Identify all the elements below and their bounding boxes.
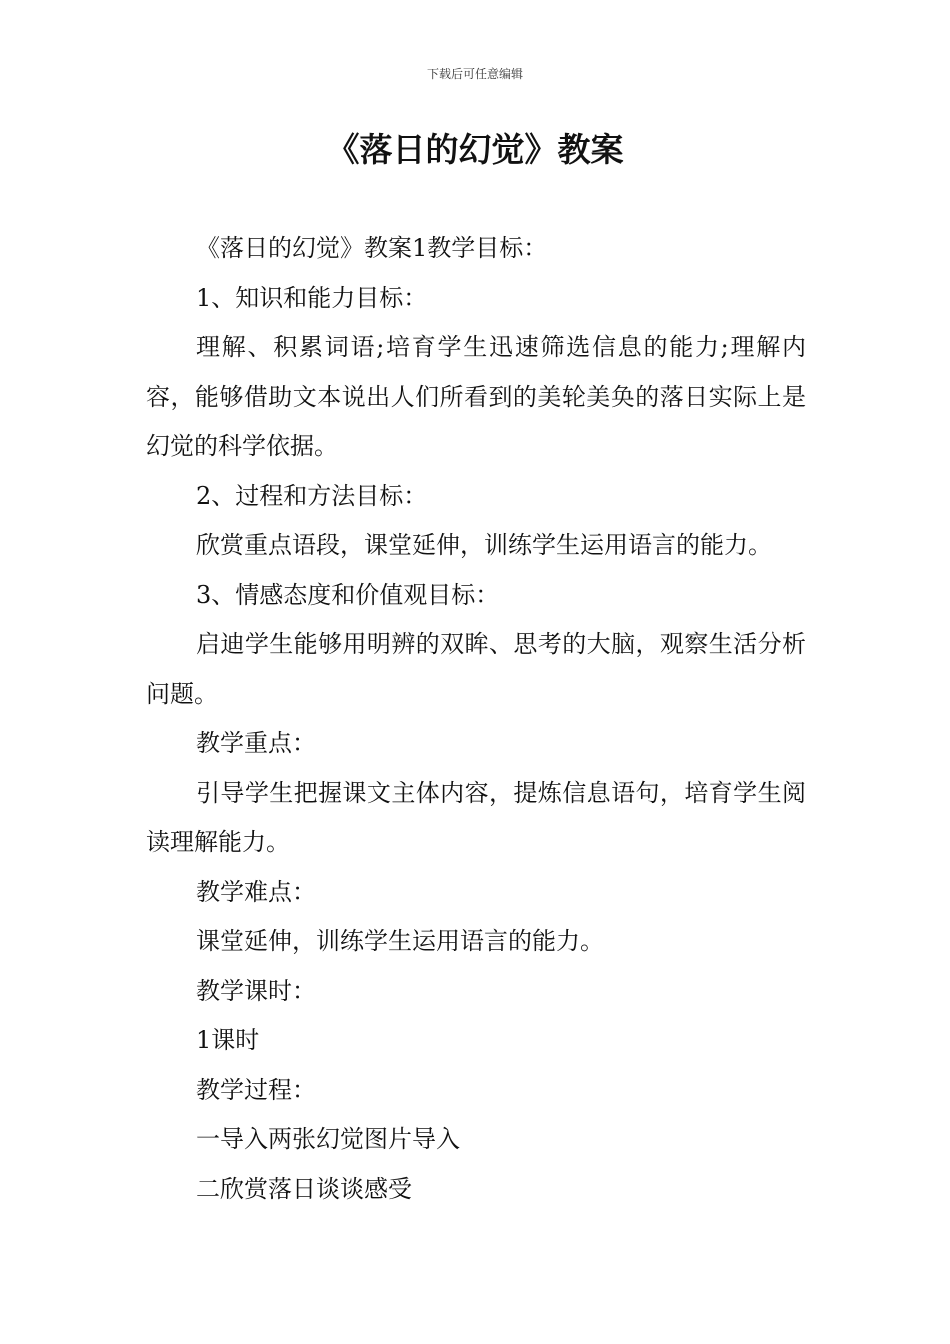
paragraph-goal-3-heading: 3、情感态度和价值观目标： [196, 580, 500, 609]
paragraph-key-point-heading: 教学重点： [196, 729, 316, 757]
paragraph-difficulty-text: 课堂延伸，训练学生运用语言的能力。 [196, 927, 604, 955]
paragraph-process-step-1: 一导入两张幻觉图片导入 [196, 1125, 460, 1153]
paragraph-goal-1-text: 理解、积累词语;培育学生迅速筛选信息的能力;理解内容，能够借助文本说出人们所看到的美轮美奂的落日实际上是幻觉的科学依据。 [146, 333, 806, 460]
paragraph-goal-1-heading: 1、知识和能力目标： [196, 283, 428, 312]
paragraph-process-heading: 教学过程： [196, 1075, 316, 1104]
paragraph-goal-2-text: 欣赏重点语段，课堂延伸，训练学生运用语言的能力。 [196, 531, 772, 559]
paragraph-hours-heading: 教学课时： [196, 976, 316, 1005]
document-title: 《落日的幻觉》教案 [326, 130, 624, 169]
paragraph-intro: 《落日的幻觉》教案1教学目标： [196, 234, 548, 262]
paragraph-goal-3-text: 启迪学生能够用明辨的双眸、思考的大脑，观察生活分析问题。 [146, 630, 806, 708]
page-header-note: 下载后可任意编辑 [426, 67, 523, 81]
paragraph-process-step-2: 二欣赏落日谈谈感受 [196, 1174, 412, 1203]
paragraph-goal-2-heading: 2、过程和方法目标： [196, 481, 428, 510]
paragraph-difficulty-heading: 教学难点： [196, 877, 316, 906]
paragraph-key-point-text: 引导学生把握课文主体内容，提炼信息语句，培育学生阅读理解能力。 [146, 778, 806, 856]
paragraph-hours-text: 1课时 [196, 1026, 260, 1054]
document-body [146, 224, 806, 1214]
